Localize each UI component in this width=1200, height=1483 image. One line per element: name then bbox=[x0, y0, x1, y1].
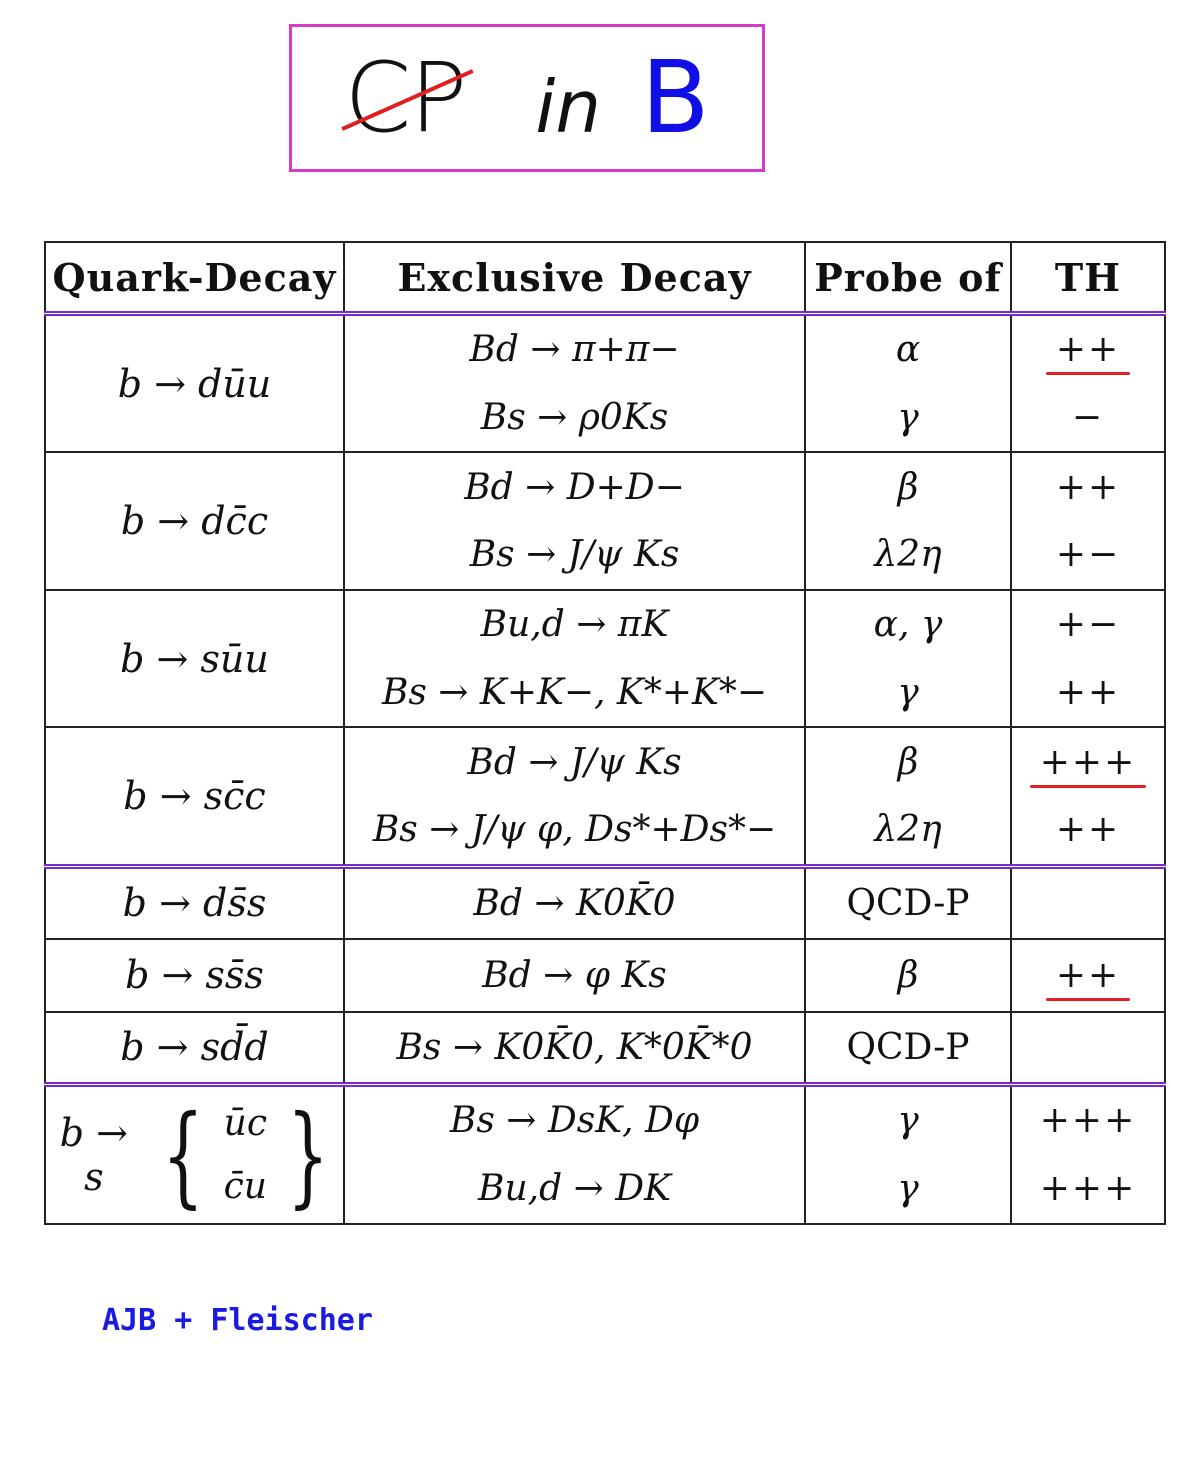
header-exclusive-decay: Exclusive Decay bbox=[344, 242, 805, 314]
decay-table bbox=[44, 241, 1166, 1225]
exclusive-decay: Bd → K0K̄0 bbox=[473, 882, 676, 924]
th-value: +++ bbox=[1039, 1168, 1137, 1210]
th-value: ++ bbox=[1055, 671, 1121, 713]
left-brace-icon: { bbox=[161, 1090, 204, 1219]
probe-value: γ bbox=[897, 671, 919, 713]
exclusive-decay: Bs → J/ψ φ, Ds*+Ds*− bbox=[372, 809, 777, 851]
th-value bbox=[1012, 870, 1164, 937]
probe-value: γ bbox=[897, 1100, 919, 1142]
th-value: +++ bbox=[1039, 1100, 1137, 1142]
quark-decay-cell: b → sd̄d bbox=[45, 1012, 344, 1085]
right-brace-icon: } bbox=[287, 1090, 329, 1219]
probe-value: γ bbox=[897, 397, 919, 439]
quark-decay-cell: b → dc̄c bbox=[45, 452, 344, 589]
table-header bbox=[45, 242, 1165, 314]
exclusive-decay: Bd → π+π− bbox=[469, 329, 680, 371]
quark-decay-cell: b → dūu bbox=[45, 314, 344, 453]
table-row bbox=[45, 939, 1165, 1012]
table-row bbox=[45, 590, 1165, 727]
quark-decay-cell: b → ss̄s bbox=[45, 939, 344, 1012]
title-b: B bbox=[640, 39, 710, 156]
table-row bbox=[45, 866, 1165, 939]
th-value: +− bbox=[1055, 534, 1121, 576]
title-in: in bbox=[535, 65, 601, 149]
quark-decay-prefix: b → s bbox=[59, 1110, 128, 1199]
exclusive-decay: Bs → ρ0Ks bbox=[480, 397, 669, 439]
exclusive-decay: Bs → K0K̄0, K*0K̄*0 bbox=[396, 1026, 753, 1068]
exclusive-decay: Bs → DsK, Dφ bbox=[449, 1100, 700, 1142]
probe-value: α, γ bbox=[873, 604, 943, 646]
probe-value: α bbox=[895, 329, 921, 371]
th-value: ++ bbox=[1055, 466, 1121, 508]
th-value: − bbox=[1071, 397, 1105, 439]
signature: AJB + Fleischer bbox=[102, 1303, 373, 1338]
exclusive-decay: Bs → J/ψ Ks bbox=[469, 534, 680, 576]
probe-value: λ2η bbox=[874, 809, 942, 851]
probe-value: QCD-P bbox=[846, 882, 970, 924]
th-value bbox=[1012, 1014, 1164, 1081]
table-row bbox=[45, 452, 1165, 589]
th-value: +− bbox=[1055, 604, 1121, 646]
exclusive-decay: Bu,d → DK bbox=[478, 1168, 671, 1210]
th-value-underlined: ++ bbox=[1056, 942, 1120, 1009]
table-row bbox=[45, 727, 1165, 866]
th-value: ++ bbox=[1055, 809, 1121, 851]
quark-decay-cell: b → sc̄c bbox=[45, 727, 344, 866]
header-quark-decay: Quark-Decay bbox=[45, 242, 344, 314]
header-probe-of: Probe of bbox=[805, 242, 1011, 314]
probe-value: β bbox=[897, 741, 919, 783]
quark-decay-cell: b → sūu bbox=[45, 590, 344, 727]
title-box bbox=[289, 24, 765, 172]
exclusive-decay: Bd → J/ψ Ks bbox=[467, 741, 682, 783]
quark-sub: c̄u bbox=[223, 1165, 267, 1207]
table-row bbox=[45, 314, 1165, 453]
th-value-underlined: ++ bbox=[1056, 316, 1120, 383]
probe-value: γ bbox=[897, 1168, 919, 1210]
title-cp: CP bbox=[344, 50, 465, 146]
table-row bbox=[45, 1012, 1165, 1085]
exclusive-decay: Bs → K+K−, K*+K*− bbox=[381, 671, 768, 713]
probe-value: QCD-P bbox=[846, 1026, 970, 1068]
quark-decay-cell bbox=[45, 1084, 344, 1224]
exclusive-decay: Bd → φ Ks bbox=[482, 954, 667, 996]
probe-value: β bbox=[897, 954, 919, 996]
exclusive-decay: Bu,d → πK bbox=[480, 604, 669, 646]
quark-decay-cell: b → ds̄s bbox=[45, 866, 344, 939]
quark-sub: ūc bbox=[223, 1102, 267, 1144]
th-value-underlined: +++ bbox=[1040, 729, 1137, 796]
exclusive-decay: Bd → D+D− bbox=[464, 466, 685, 508]
probe-value: λ2η bbox=[874, 534, 942, 576]
probe-value: β bbox=[897, 466, 919, 508]
header-th: TH bbox=[1011, 242, 1165, 314]
table-row bbox=[45, 1084, 1165, 1224]
